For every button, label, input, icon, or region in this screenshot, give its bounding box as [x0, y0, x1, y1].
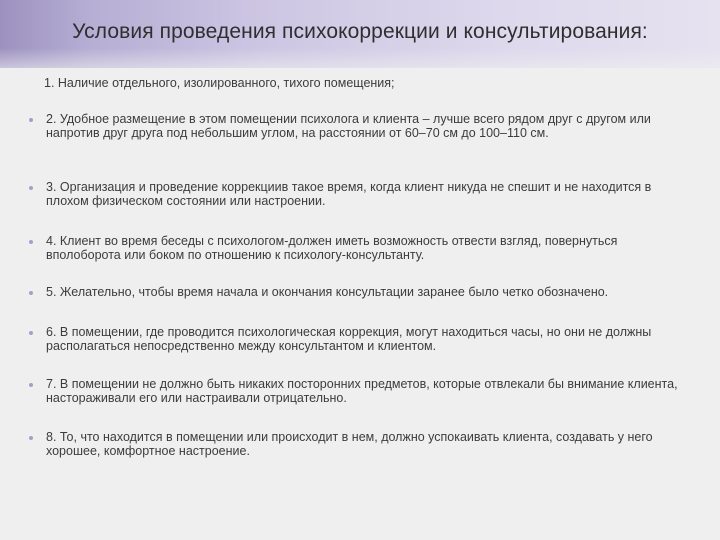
slide-title: Условия проведения психокоррекции и консультирования: [72, 20, 648, 43]
bullet-icon [29, 118, 33, 122]
list-item-text: 8. То, что находится в помещении или происходит в нем, должно успокаивать клиента, создавать у него хорошее, комфортное настроение. [46, 430, 653, 458]
intro-line: 1. Наличие отдельного, изолированного, тихого помещения; [44, 76, 395, 90]
bullet-icon [29, 331, 33, 335]
bullet-icon [29, 186, 33, 190]
list-item-text: 6. В помещении, где проводится психологическая коррекция, могут находиться часы, но они не должны располагаться непосредственно между консультантом и клиентом. [46, 325, 652, 353]
bullet-icon [29, 383, 33, 387]
list-item-text: 2. Удобное размещение в этом помещении психолога и клиента – лучше всего рядом друг с другом или напротив друг друга под небольшим углом, на расстоянии от 60–70 см до 100–110 см. [46, 112, 651, 140]
bullet-icon [29, 436, 33, 440]
bullet-icon [29, 291, 33, 295]
bullet-icon [29, 240, 33, 244]
list-item-text: 4. Клиент во время беседы с психологом-должен иметь возможность отвести взгляд, повернуться вполоборота или боком по отношению к психологу-консультанту. [46, 234, 618, 262]
list-item-text: 5. Желательно, чтобы время начала и окончания консультации заранее было четко обозначено. [46, 285, 609, 299]
list-item-text: 3. Организация и проведение коррекциив такое время, когда клиент никуда не спешит и не находится в плохом физическом состоянии или настроении. [46, 180, 652, 208]
slide-content [0, 68, 720, 540]
list-item-text: 7. В помещении не должно быть никаких посторонних предметов, которые отвлекали бы внимание клиента, настораживали его или настраивали отрицательно. [46, 377, 678, 405]
